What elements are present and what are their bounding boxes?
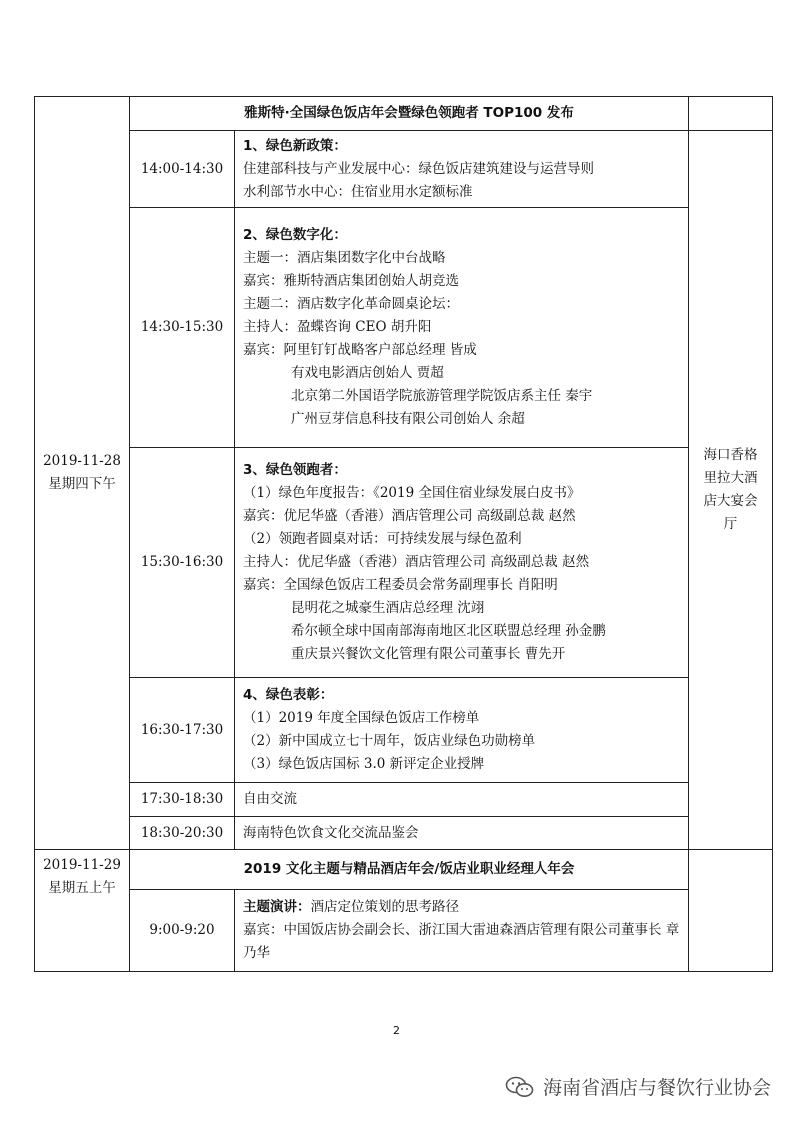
session-content: 自由交流: [235, 783, 689, 817]
session-time: 9:00-9:20: [130, 890, 235, 972]
session-heading: 3、绿色领跑者：: [243, 462, 347, 478]
session-content: [235, 890, 689, 972]
session-content: 海南特色饮食文化交流品鉴会: [235, 817, 689, 850]
session-line: （2）领跑者圆桌对话：可持续发展与绿色盈利: [243, 531, 522, 547]
watermark: [505, 1073, 771, 1100]
session-row: [35, 890, 773, 972]
topic-label: 主题演讲：: [243, 899, 311, 915]
day2-venue-cell: [689, 850, 773, 972]
session-heading: 4、绿色表彰：: [243, 687, 334, 703]
session-time: 14:30-15:30: [130, 208, 235, 448]
topic-text: 酒店定位策划的思考路径: [310, 899, 459, 915]
session-row: [35, 131, 773, 208]
day2-date-cell: [35, 850, 130, 972]
day2-banner-row: [35, 850, 773, 890]
session-line: 主持人：优尼华盛（香港）酒店管理公司 高级副总裁 赵然: [243, 554, 590, 570]
day1-banner: 雅斯特·全国绿色饭店年会暨绿色领跑者 TOP100 发布: [130, 97, 689, 131]
day1-weekday: 星期四下午: [48, 476, 116, 492]
day1-venue: 海口香格里拉大酒店大宴会厅: [689, 131, 773, 850]
session-heading: 1、绿色新政策：: [243, 137, 347, 154]
day2-date: 2019-11-29: [43, 857, 121, 873]
day2-banner: 2019 文化主题与精品酒店年会/饭店业职业经理人年会: [130, 850, 689, 890]
watermark-text: 海南省酒店与餐饮行业协会: [542, 1077, 771, 1099]
session-guest-line: 昆明花之城豪生酒店总经理 沈翊: [291, 600, 485, 616]
session-guest-line: 广州豆芽信息科技有限公司创始人 余超: [291, 411, 525, 427]
session-content: [235, 208, 689, 448]
session-row: [35, 448, 773, 678]
session-line: （3）绿色饭店国标 3.0 新评定企业授牌: [243, 756, 485, 772]
session-time: 16:30-17:30: [130, 678, 235, 783]
session-row: [35, 817, 773, 850]
session-content: [235, 448, 689, 678]
session-line: 嘉宾：优尼华盛（香港）酒店管理公司 高级副总裁 赵然: [243, 508, 576, 524]
schedule-table: [34, 96, 773, 972]
session-row: [35, 208, 773, 448]
session-time: 14:00-14:30: [130, 131, 235, 208]
session-heading: 2、绿色数字化：: [243, 227, 347, 243]
day1-banner-row: [35, 97, 773, 131]
page-number: 2: [393, 1024, 400, 1037]
day1-date: 2019-11-28: [43, 453, 121, 469]
session-time: 18:30-20:30: [130, 817, 235, 850]
day1-venue-header: [689, 97, 773, 131]
session-guest-line: 重庆景兴餐饮文化管理有限公司董事长 曹先开: [291, 646, 566, 662]
wechat-icon: [505, 1075, 535, 1099]
session-content: [235, 678, 689, 783]
session-line: （1）绿色年度报告：《2019 全国住宿业绿发展白皮书》: [243, 485, 581, 501]
session-guest: 嘉宾：中国饭店协会副会长、浙江国大雷迪森酒店管理有限公司董事长 章乃华: [243, 922, 680, 961]
session-line: （2）新中国成立七十周年，饭店业绿色功勋榜单: [243, 733, 536, 749]
session-guest-line: 有戏电影酒店创始人 贾超: [291, 365, 444, 381]
session-line: 水利部节水中心：住宿业用水定额标准: [243, 183, 473, 200]
day1-date-cell: [35, 97, 130, 850]
session-line: 主持人：盈蝶咨询 CEO 胡升阳: [243, 319, 432, 335]
session-guest-line: 北京第二外国语学院旅游管理学院饭店系主任 秦宇: [291, 388, 593, 404]
session-time: 17:30-18:30: [130, 783, 235, 817]
day2-weekday: 星期五上午: [48, 880, 116, 896]
session-row: [35, 678, 773, 783]
session-row: [35, 783, 773, 817]
session-content: [235, 131, 689, 208]
session-line: 嘉宾：雅斯特酒店集团创始人胡竞选: [243, 273, 459, 289]
session-line: （1）2019 年度全国绿色饭店工作榜单: [243, 710, 480, 726]
session-guest-line: 希尔顿全球中国南部海南地区北区联盟总经理 孙金鹏: [291, 623, 606, 639]
session-line: 主题一：酒店集团数字化中台战略: [243, 250, 446, 266]
session-line: 嘉宾：阿里钉钉战略客户部总经理 皆成: [243, 342, 477, 358]
session-line: 主题二：酒店数字化革命圆桌论坛：: [243, 296, 459, 312]
session-line: 住建部科技与产业发展中心：绿色饭店建筑建设与运营导则: [243, 160, 594, 177]
session-time: 15:30-16:30: [130, 448, 235, 678]
session-line: 嘉宾：全国绿色饭店工程委员会常务副理事长 肖阳明: [243, 577, 558, 593]
